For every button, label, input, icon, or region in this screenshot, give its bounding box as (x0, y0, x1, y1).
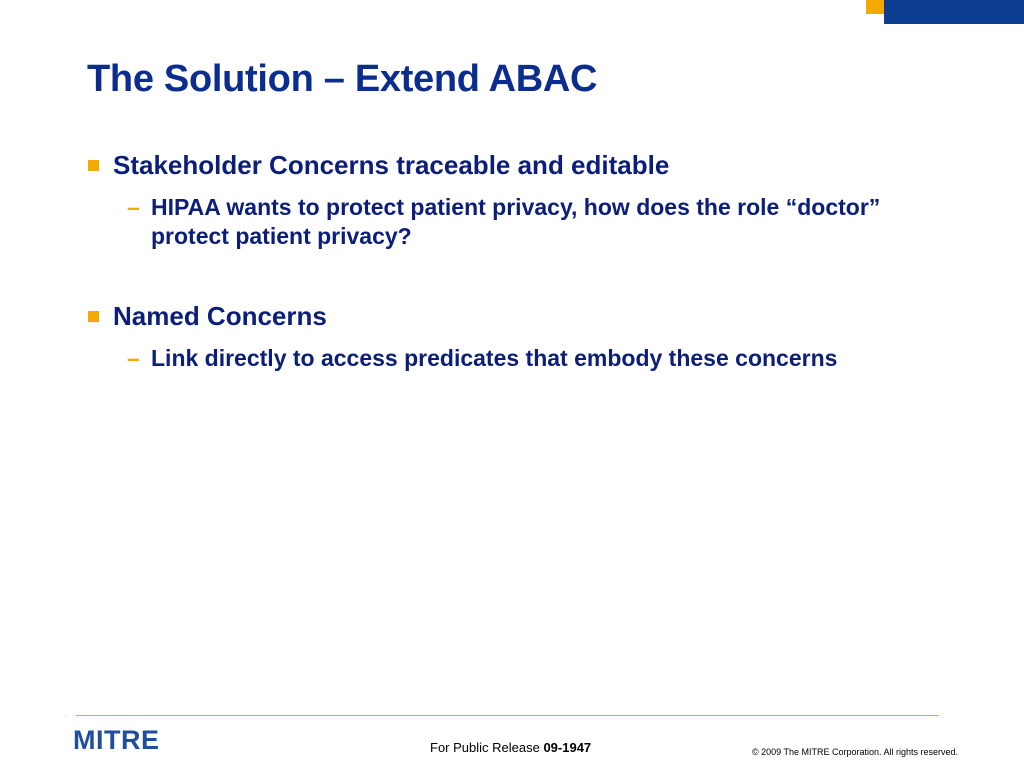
release-number: 09-1947 (543, 740, 592, 755)
sub-bullet-item (127, 344, 837, 373)
square-bullet-icon (88, 311, 99, 322)
dash-bullet-icon: – (127, 194, 140, 220)
square-bullet-icon (88, 160, 99, 171)
release-label: For Public Release (430, 740, 540, 755)
corner-orange-block (866, 0, 884, 14)
sub-bullet-text: HIPAA wants to protect patient privacy, how does the role “doctor” protect patient privacy? (151, 194, 881, 249)
footer-divider (76, 715, 939, 716)
sub-bullet-item (127, 193, 887, 251)
slide-title: The Solution – Extend ABAC (87, 58, 598, 100)
release-notice (430, 740, 591, 755)
mitre-logo: MITRE (73, 725, 160, 755)
bullet-text: Named Concerns (113, 301, 327, 331)
copyright-notice: © 2009 The MITRE Corporation. All rights reserved. (752, 747, 959, 757)
corner-blue-bar (884, 0, 1024, 24)
bullet-item (88, 150, 669, 181)
dash-bullet-icon: – (127, 345, 140, 371)
bullet-text: Stakeholder Concerns traceable and editable (113, 150, 670, 180)
sub-bullet-text: Link directly to access predicates that embody these concerns (151, 345, 838, 371)
bullet-item (88, 301, 327, 332)
